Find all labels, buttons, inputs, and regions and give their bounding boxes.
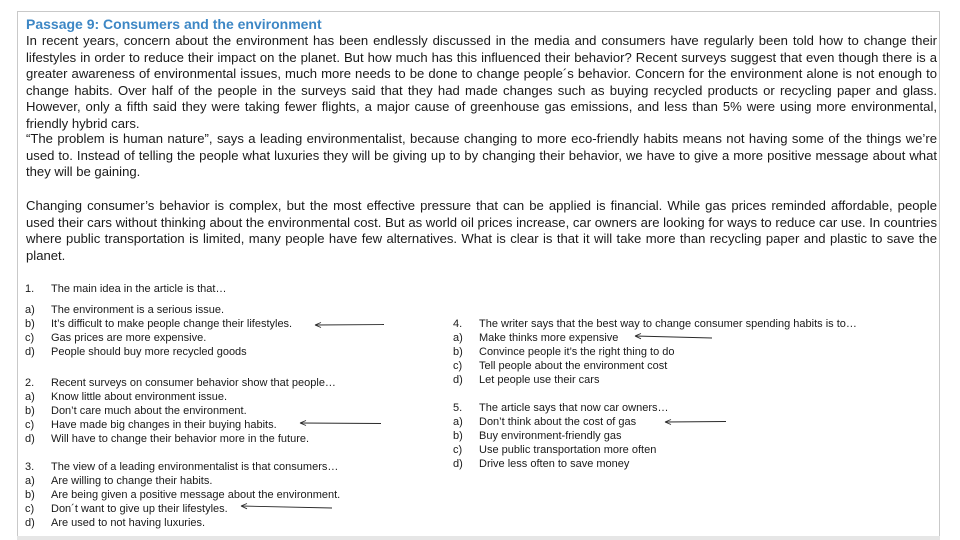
question-stem: The main idea in the article is that…	[51, 283, 227, 295]
question-number: 1.	[25, 283, 35, 295]
page-edge-shadow	[17, 536, 940, 540]
option-letter: a)	[453, 416, 463, 429]
option-text: Have made big changes in their buying habits.	[51, 419, 277, 432]
question-number: 2.	[25, 377, 35, 389]
question-stem: Recent surveys on consumer behavior show that people…	[51, 377, 336, 389]
option-letter: c)	[25, 332, 35, 345]
option-letter: a)	[25, 391, 35, 404]
option-letter: a)	[25, 475, 35, 488]
option-text: Are willing to change their habits.	[51, 475, 213, 488]
question-stem: The article says that now car owners…	[479, 402, 669, 414]
question-number: 3.	[25, 461, 35, 473]
option-letter: b)	[453, 346, 463, 359]
option-text: Are being given a positive message about the environment.	[51, 489, 341, 502]
option-text: Make thinks more expensive	[479, 332, 619, 345]
option-text: People should buy more recycled goods	[51, 346, 247, 359]
option-letter: c)	[453, 444, 463, 457]
option-text: Know little about environment issue.	[51, 391, 228, 404]
option-letter: d)	[25, 517, 35, 530]
answer-arrow-icon	[297, 418, 383, 428]
option-text: The environment is a serious issue.	[51, 304, 225, 317]
question-stem: The writer says that the best way to change consumer spending habits is to…	[479, 318, 857, 330]
option-text: Use public transportation more often	[479, 444, 657, 457]
answer-arrow-icon	[662, 417, 728, 427]
question-stem: The view of a leading environmentalist is that consumers…	[51, 461, 339, 473]
option-text: Convince people it’s the right thing to do	[479, 346, 675, 359]
option-text: Tell people about the environment cost	[479, 360, 668, 373]
option-letter: c)	[453, 360, 463, 373]
option-letter: d)	[25, 346, 35, 359]
option-letter: a)	[25, 304, 35, 317]
option-letter: d)	[25, 433, 35, 446]
option-text: Will have to change their behavior more in the future.	[51, 433, 310, 446]
option-letter: a)	[453, 332, 463, 345]
option-text: Drive less often to save money	[479, 458, 630, 471]
answer-arrow-icon	[632, 332, 714, 342]
answer-arrow-icon	[238, 502, 334, 512]
option-letter: b)	[25, 318, 35, 331]
question-number: 5.	[453, 402, 463, 414]
question-number: 4.	[453, 318, 463, 330]
option-letter: b)	[25, 405, 35, 418]
answer-arrow-icon	[312, 320, 386, 330]
option-letter: d)	[453, 458, 463, 471]
option-text: Let people use their cars	[479, 374, 600, 387]
option-text: It’s difficult to make people change their lifestyles.	[51, 318, 293, 331]
option-text: Buy environment-friendly gas	[479, 430, 622, 443]
option-text: Are used to not having luxuries.	[51, 517, 206, 530]
passage-title: Passage 9: Consumers and the environment	[26, 16, 322, 32]
option-letter: b)	[453, 430, 463, 443]
option-text: Gas prices are more expensive.	[51, 332, 207, 345]
paragraph-1: In recent years, concern about the environment has been endlessly discussed in the media and consumers have regularly been told how to change their lifestyles in order to reduce their impact on the planet. But how much has this influenced their behavior? Recent surveys suggest that even though there is a greater awareness of environmental issues, much more needs to be done to change people´s behavior. Concern for the environment alone is not enough to change habits. Over half of the people in the surveys said that they had made changes such as buying recycled products or recycling paper and glass. However, only a fifth said they were taking fewer flights, a major cause of greenhouse gas emissions, and less than 5% were using more environmental, friendly hybrid cars.	[26, 33, 937, 131]
option-text: Don’t care much about the environment.	[51, 405, 247, 418]
option-letter: d)	[453, 374, 463, 387]
paragraph-2: “The problem is human nature”, says a leading environmentalist, because changing to more eco-friendly habits means not having some of the things we’re used to. Instead of telling the people what luxuries they will be giving up to by changing their behavior, we have to give a more positive message about what they will be gaining.	[26, 131, 937, 180]
option-text: Don’t think about the cost of gas	[479, 416, 637, 429]
paragraph-3: Changing consumer’s behavior is complex, but the most effective pressure that can be applied is financial. While gas prices reminded affordable, people used their cars without thinking about the environmental cost. But as world oil prices increase, car owners are looking for ways to reduce car use. In countries where public transportation is limited, many people have few alternatives. What is clear is that it will take more than recycling paper and plastic to save the planet.	[26, 198, 937, 263]
option-letter: c)	[25, 503, 35, 516]
option-text: Don´t want to give up their lifestyles.	[51, 503, 228, 516]
option-letter: b)	[25, 489, 35, 502]
option-letter: c)	[25, 419, 35, 432]
